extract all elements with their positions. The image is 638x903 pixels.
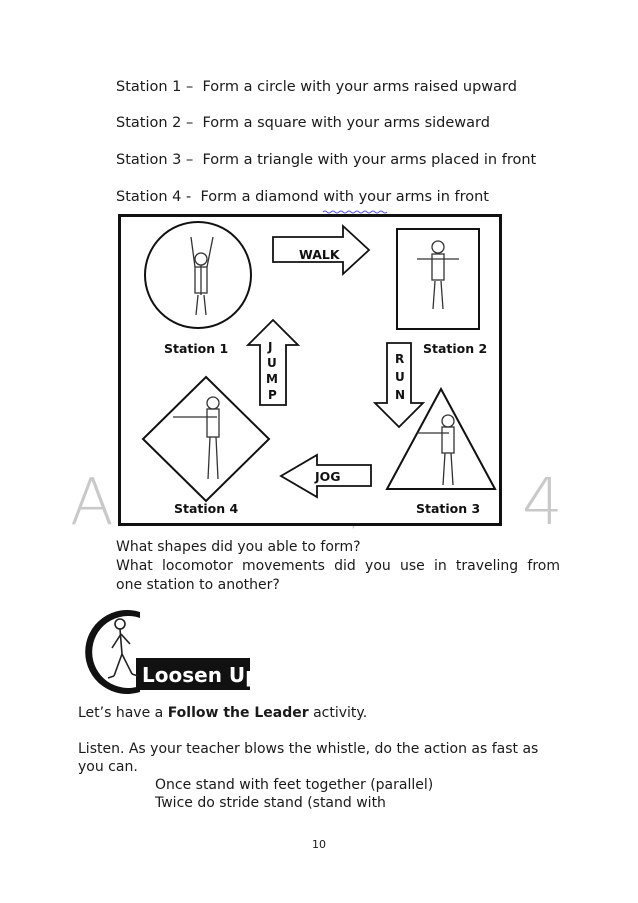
station-2-number: Station 2 – [116, 115, 194, 131]
q2-word: from [527, 558, 560, 574]
jump-letter-j: J [268, 340, 273, 354]
activity-name: Follow the Leader [167, 705, 309, 721]
activity-line [78, 705, 367, 721]
figure-arms-front-diamond-icon [173, 397, 219, 479]
figure-arms-up-icon [191, 237, 213, 315]
walking-figure-icon [108, 619, 138, 678]
station-2-label: Station 2 [423, 341, 488, 356]
station-2-instruction [116, 115, 490, 131]
diamond-shape [143, 377, 269, 501]
station-3-number: Station 3 – [116, 152, 194, 168]
activity-suffix: activity. [308, 705, 368, 721]
run-letter-n: N [395, 388, 406, 402]
question-2 [116, 558, 560, 574]
q2-word: locomotor [162, 558, 233, 574]
q2-word: in [433, 558, 447, 574]
q2-word: traveling [455, 558, 519, 574]
station-4-label: Station 4 [174, 501, 239, 516]
jog-label: JOG [315, 469, 341, 484]
listen-line-2: you can. [78, 759, 138, 775]
q2-word: you [365, 558, 391, 574]
station-4-text: Form a diamond with your arms in front [200, 189, 489, 205]
station-1-text: Form a circle with your arms raised upward [202, 79, 517, 95]
station-3-text: Form a triangle with your arms placed in front [202, 152, 537, 168]
circle-shape [145, 222, 251, 328]
station-1-label: Station 1 [164, 341, 229, 356]
listen-line-1: Listen. As your teacher blows the whistle, do the action as fast as [78, 741, 539, 757]
q2-word: movements [241, 558, 325, 574]
run-letter-u: U [395, 370, 405, 384]
station-4-instruction [116, 189, 489, 205]
watermark-right: 4 [522, 466, 563, 540]
stations-diagram [118, 214, 502, 526]
q2-word: use [399, 558, 425, 574]
square-shape [397, 229, 479, 329]
run-letter-r: R [395, 352, 405, 366]
station-1-instruction [116, 79, 517, 95]
banner-arc-icon [85, 610, 140, 694]
loosen-up-banner [78, 610, 269, 694]
station-1-number: Station 1 – [116, 79, 194, 95]
jump-letter-p: P [268, 388, 277, 402]
figure-arms-front-triangle-icon [417, 415, 454, 485]
stations-diagram-svg [121, 217, 499, 523]
walk-label: WALK [299, 247, 340, 262]
figure-arms-sideward-icon [417, 241, 459, 309]
banner-title: Loosen Up! [142, 663, 269, 687]
page-number: 10 [312, 838, 326, 851]
station-4-number: Station 4 - [116, 189, 192, 205]
q2-word: did [334, 558, 356, 574]
station-2-text: Form a square with your arms sideward [202, 115, 490, 131]
jump-letter-m: M [266, 372, 278, 386]
q2-word: What [116, 558, 153, 574]
question-2-continued: one station to another? [116, 577, 280, 593]
watermark-left: A [70, 466, 114, 540]
jump-letter-u: U [267, 356, 277, 370]
station-3-instruction [116, 152, 536, 168]
activity-prefix: Let’s have a [78, 705, 168, 721]
question-1: What shapes did you able to form? [116, 539, 361, 555]
action-once: Once stand with feet together (parallel) [155, 777, 434, 793]
station-3-label: Station 3 [416, 501, 481, 516]
action-twice: Twice do stride stand (stand with [155, 795, 386, 811]
